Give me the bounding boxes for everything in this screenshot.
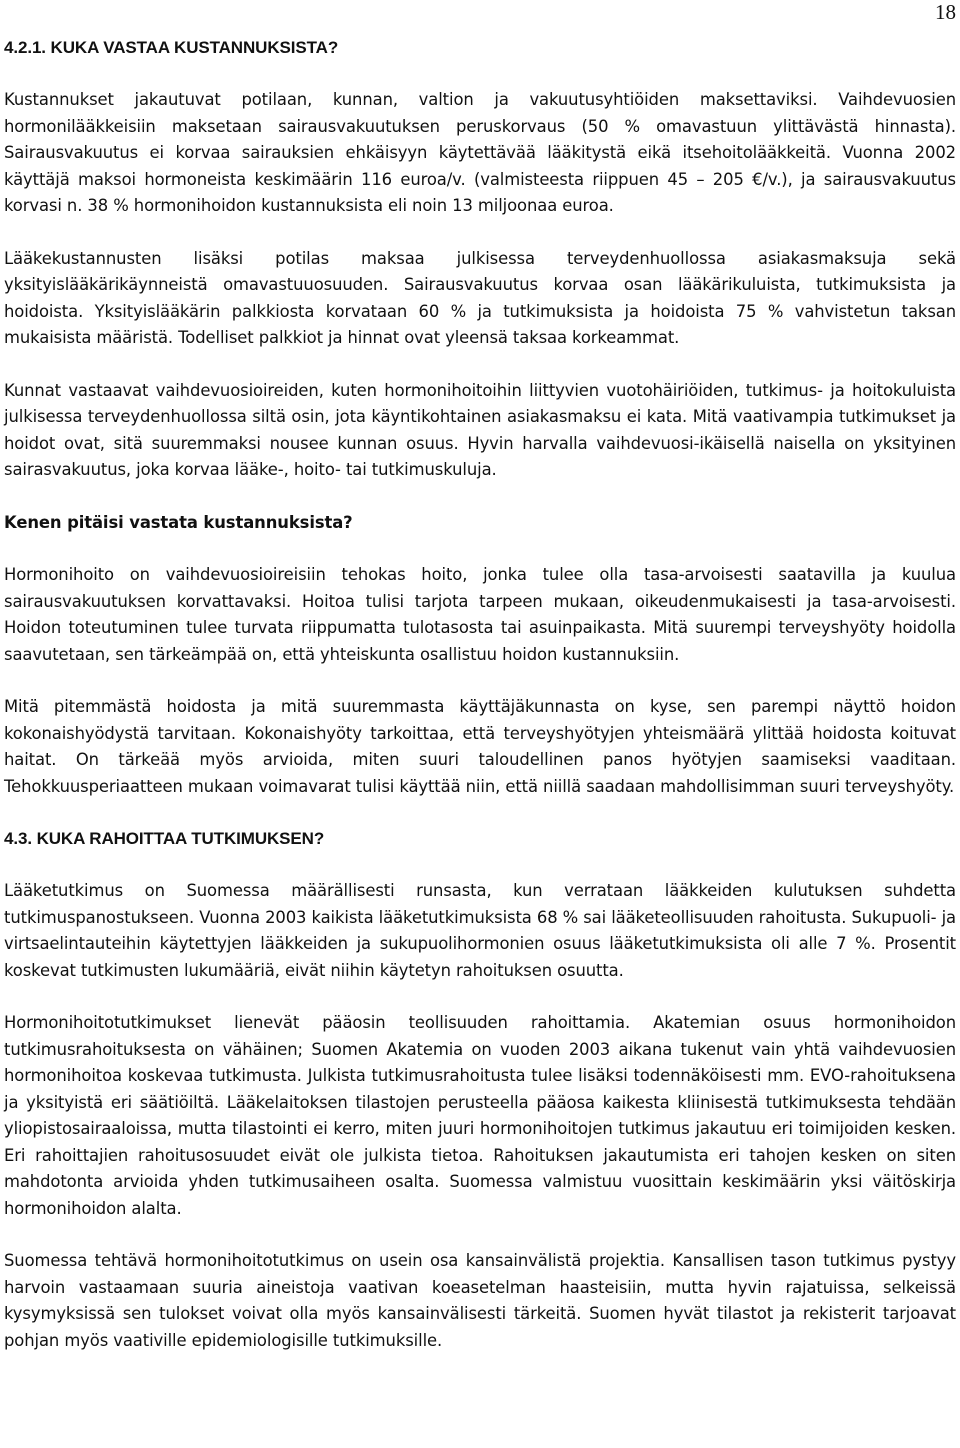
paragraph-drug-research: Lääketutkimus on Suomessa määrällisesti runsasta, kun verrataan lääkkeiden kulutuksen suhdetta tutkimuspanostukseen. Vuonna 2003 kaikista lääketutkimuksista 68 % sai lääketeollisuuden rahoitusta. Sukupuoli- ja virtsaelintauteihin käytettyjen lääkkeiden ja sukupuolihormonien osuus lääketutkimuksista oli alle 7 %. Prosentit koskevat tutkimusten lukumääriä, eivät niihin käytetyn rahoituksen osuutta. (4, 881, 956, 980)
paragraph-hormone-therapy-equality: Hormonihoito on vaihdevuosioireisiin tehokas hoito, jonka tulee olla tasa-arvoisesti saatavilla ja kuulua sairausvakuutuksen korvattavaksi. Hoitoa tulisi tarjota tarpeen mukaan, oikeudenmukaisesti ja tasa-arvoisesti. Hoidon toteutuminen tulee turvata riippumatta tulotasosta tai asuinpaikasta. Mitä suurempi terveyshyöty hoidolla saavutetaan, sen tärkeämpää on, että yhteiskunta osallistuu hoidon kustannuksiin. (4, 565, 956, 664)
paragraph-costs-distribution: Kustannukset jakautuvat potilaan, kunnan, valtion ja vakuutusyhtiöiden maksettaviksi. Vaihdevuosien hormonilääkkeisiin maksetaan sairausvakuutuksen peruskorvaus (50 % omavastuun ylittävästä hinnasta). Sairausvakuutus ei korvaa sairauksien ehkäisyyn käytettävää lääkitystä eikä itsehoitolääkkeitä. Vuonna 2002 käyttäjä maksoi hormoneista keskimäärin 116 euroa/v. (valmisteesta riippuen 45 – 205 €/v.), ja sairausvakuutus korvasi n. 38 % hormonihoidon kustannuksista eli noin 13 miljoonaa euroa. (4, 90, 956, 215)
paragraph-international-projects: Suomessa tehtävä hormonihoitotutkimus on usein osa kansainvälistä projektia. Kansallisen tason tutkimus pystyy harvoin vastaamaan suuria aineistoja vaativan koeasetelman haasteisiin, mutta hyvin rajatuissa, selkeissä kysymyksissä sen tulokset voivat olla myös kansainvälisesti tärkeitä. Suomen hyvät tilastot ja rekisterit tarjoavat pohjan myös vaativille epidemiologisille tutkimuksille. (4, 1251, 956, 1350)
subheading-who-should-pay: Kenen pitäisi vastata kustannuksista? (4, 512, 353, 532)
paragraph-research-funding: Hormonihoitotutkimukset lienevät pääosin teollisuuden rahoittamia. Akatemian osuus hormonihoidon tutkimusrahoituksesta on vähäinen; Suomen Akatemia on vuoden 2003 aikana tukenut vain yhtä vaihdevuosien hormonihoitoa koskevaa tutkimusta. Julkista tutkimusrahoitusta tulee lisäksi todennäköisesti mm. EVO-rahoituksena ja yksityistä eri säätiöiltä. Lääkelaitoksen tilastojen perusteella pääosa kaikesta kliinisestä tutkimuksesta tehdään yliopistosairaaloissa, mutta tilastointi ei kerro, miten juuri hormonihoitojen tutkimus jakautuu eri toimijoiden kesken. Eri rahoittajien rahoitusosuudet eivät ole julkista tietoa. Rahoituksen jakautumista eri tahojen kesken on siten mahdotonta arvioida yhden tutkimusaiheen osalta. Suomessa valmistuu vuosittain keskimäärin yksi väitöskirja hormonihoidon alalta. (4, 1013, 956, 1218)
section-heading-4-3: 4.3. KUKA RAHOITTAA TUTKIMUKSEN? (4, 829, 325, 848)
document-body (4, 35, 956, 1354)
paragraph-municipalities: Kunnat vastaavat vaihdevuosioireiden, kuten hormonihoitoihin liittyvien vuotohäiriöiden, tutkimus- ja hoitokuluista julkisessa terveydenhuollossa siltä osin, jota käyntikohtainen asiakasmaksu ei kata. Mitä vaativampia tutkimukset ja hoidot ovat, sitä suuremmaksi nousee kunnan osuus. Hyvin harvalla vaihdevuosi-ikäisellä naisella on yksityinen sairasvakuutus, joka korvaa lääke-, hoito- tai tutkimuskuluja. (4, 380, 956, 479)
page-number: 18 (935, 0, 956, 24)
paragraph-client-fees: Lääkekustannusten lisäksi potilas maksaa julkisessa terveydenhuollossa asiakasmaksuja sekä yksityislääkärikäynneistä omavastuuosuuden. Sairausvakuutus korvaa osan lääkärikuluista, tutkimuksista ja hoidoista. Yksityislääkärin palkkiosta korvataan 60 % ja tutkimuksista ja hoidoista 75 % vahvistetun taksan mukaisista määristä. Todelliset palkkiot ja hinnat ovat yleensä taksaa korkeammat. (4, 248, 956, 347)
section-heading-4-2-1: 4.2.1. KUKA VASTAA KUSTANNUKSISTA? (4, 38, 339, 57)
paragraph-overall-benefit: Mitä pitemmästä hoidosta ja mitä suuremmasta käyttäjäkunnasta on kyse, sen parempi näyttö hoidon kokonaishyödystä tarvitaan. Kokonaishyöty tarkoittaa, että terveyshyötyjen yhteismäärä ylittää hoidosta koituvat haitat. On tärkeää myös arvioida, miten suuri taloudellinen panos hyötyjen saamiseksi vaaditaan. Tehokkuusperiaatteen mukaan voimavarat tulisi käyttää niin, että niillä saadaan mahdollisimman suuri terveyshyöty. (4, 697, 956, 796)
